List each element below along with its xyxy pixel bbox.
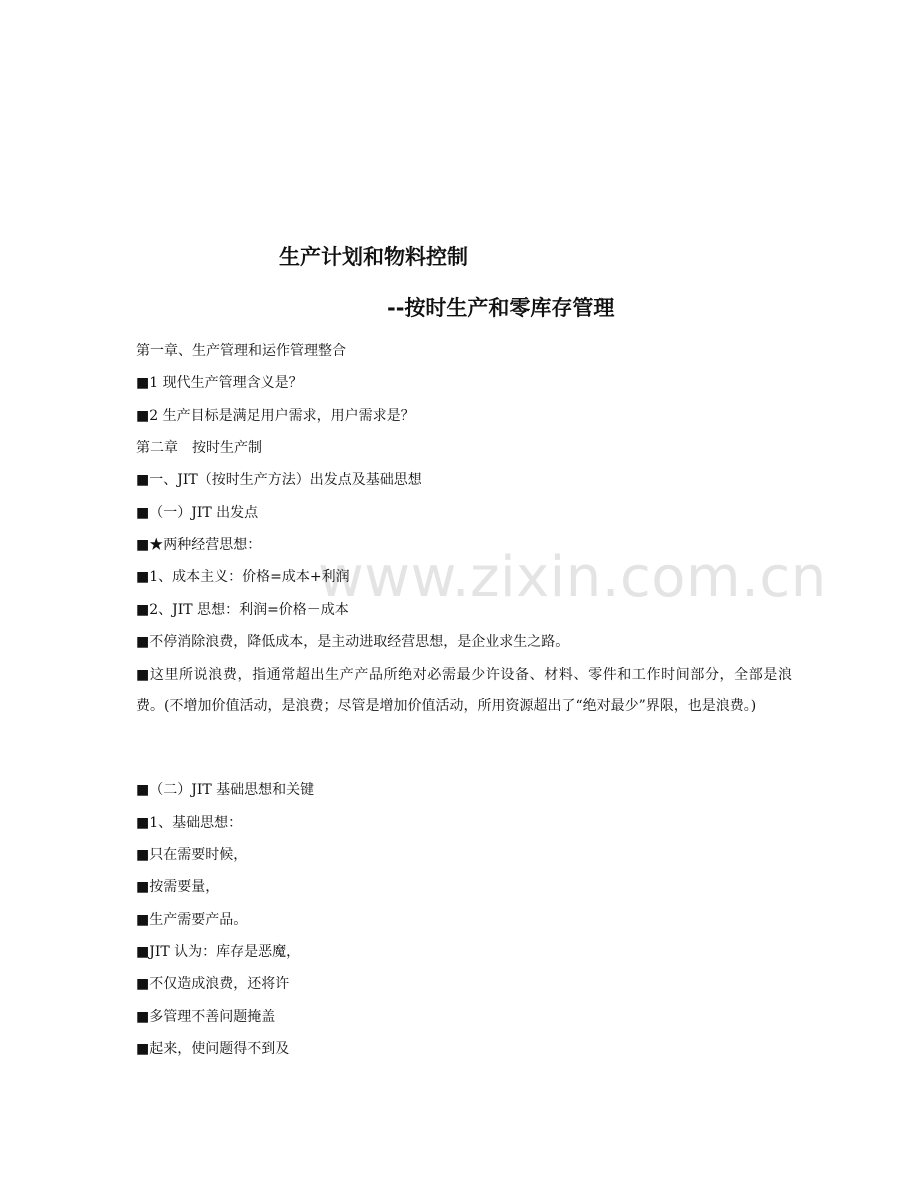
section-heading: ■一、JIT（按时生产方法）出发点及基础思想 — [136, 472, 422, 488]
text-line: ■生产需要产品。 — [136, 912, 248, 928]
chapter-heading-2: 第二章 按时生产制 — [136, 440, 262, 456]
text-line: ■1、成本主义：价格=成本+利润 — [136, 569, 350, 585]
subsection-heading: ■（二）JIT 基础思想和关键 — [136, 782, 315, 798]
text-line: ■不仅造成浪费，还将许 — [136, 976, 290, 992]
chapter-heading-1: 第一章、生产管理和运作管理整合 — [136, 343, 346, 359]
text-line: ■多管理不善问题掩盖 — [136, 1009, 276, 1025]
text-line: ■★两种经营思想： — [136, 537, 262, 553]
text-line: ■1、基础思想： — [136, 815, 243, 831]
text-line: ■只在需要时候， — [136, 847, 248, 863]
document-title: 生产计划和物料控制 — [279, 245, 468, 269]
text-line: ■按需要量， — [136, 879, 220, 895]
text-line: ■起来，使问题得不到及 — [136, 1041, 290, 1057]
subsection-heading: ■（一）JIT 出发点 — [136, 505, 259, 521]
waste-definition-paragraph: ■这里所说浪费，指通常超出生产产品所绝对必需最少许设备、材料、零件和工作时间部分，全部是浪费。(不增加价值活动，是浪费；尽管是增加价值活动，所用资源超出了“绝对最少”界限，也是浪费。) — [136, 667, 792, 714]
text-line: ■不停消除浪费，降低成本，是主动进取经营思想，是企业求生之路。 — [136, 634, 570, 650]
watermark: www.zixin.com.cn — [318, 545, 827, 610]
text-line: ■1 现代生产管理含义是？ — [136, 375, 303, 391]
text-line: ■2、JIT 思想：利润=价格－成本 — [136, 602, 349, 618]
document-subtitle: --按时生产和零库存管理 — [387, 296, 615, 320]
text-line: ■JIT 认为：库存是恶魔， — [136, 944, 301, 960]
text-line: ■2 生产目标是满足用户需求，用户需求是？ — [136, 408, 415, 424]
